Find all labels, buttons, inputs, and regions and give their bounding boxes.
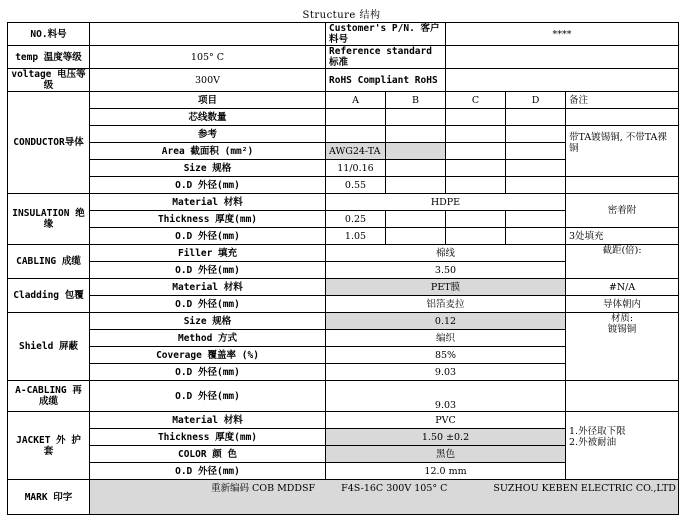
rohs-value [446, 69, 679, 92]
cabling-filler-value: 棉线 [326, 245, 566, 262]
cladding-note2: 导体朝内 [566, 296, 679, 313]
cabling-filler-label: Filler 填充 [90, 245, 326, 262]
column-b: B [386, 92, 446, 109]
shield-od-label: O.D 外径(mm) [90, 364, 326, 381]
rohs-label: RoHS Compliant RoHS [326, 69, 446, 92]
insulation-od-a: 1.05 [326, 228, 386, 245]
cladding-material-label: Material 材料 [90, 279, 326, 296]
area-d [506, 143, 566, 160]
conductor-row-ref [8, 126, 679, 143]
structure-table [7, 22, 679, 515]
column-remark: 备注 [566, 92, 679, 109]
conductor-od-label: O.D 外径(mm) [90, 177, 326, 194]
cladding-row-od [8, 296, 679, 313]
temp-label: temp 温度等级 [8, 46, 90, 69]
no-label: NO.料号 [8, 23, 90, 46]
conductor-row-cores [8, 109, 679, 126]
cladding-material-value: PET膜 [326, 279, 566, 296]
temp-value: 105° C [90, 46, 326, 69]
column-item: 项目 [90, 92, 326, 109]
cladding-od-value: 铝箔麦拉 [326, 296, 566, 313]
jacket-od-value: 12.0 mm [326, 463, 566, 480]
insulation-od-label: O.D 外径(mm) [90, 228, 326, 245]
cladding-note1: #N/A [566, 279, 679, 296]
insulation-row-od [8, 228, 679, 245]
customer-pn-label: Customer's P/N. 客户料号 [326, 23, 446, 46]
shield-size-label: Size 规格 [90, 313, 326, 330]
voltage-label: voltage 电压等级 [8, 69, 90, 92]
insulation-thickness-label: Thickness 厚度(mm) [90, 211, 326, 228]
conductor-od-remark [566, 177, 679, 194]
jacket-note2: 2.外被耐油 [569, 437, 617, 448]
insulation-thickness-a: 0.25 [326, 211, 386, 228]
shield-od-value: 9.03 [326, 364, 566, 381]
document-title: Structure 结构 [302, 10, 381, 21]
area-b [386, 143, 446, 160]
conductor-od-b [386, 177, 446, 194]
cores-d [506, 109, 566, 126]
mark-part3: SUZHOU KEBEN ELECTRIC CO.,LTD [493, 483, 676, 494]
mark-part2: F4S-16C 300V 105° C [341, 483, 448, 494]
cladding-label: Cladding 包覆 [8, 279, 90, 313]
reference-value [446, 46, 679, 69]
shield-note [566, 313, 679, 381]
shield-note1: 材质: [610, 313, 634, 324]
area-label: Area 截面积 (mm²) [90, 143, 326, 160]
insulation-thickness-b [386, 211, 446, 228]
cores-c [446, 109, 506, 126]
mark-content [90, 480, 679, 515]
cabling-row-filler [8, 245, 679, 262]
conductor-row-header [8, 92, 679, 109]
insulation-note2: 3处填充 [566, 228, 679, 245]
ref-label: 参考 [90, 126, 326, 143]
size-b [386, 160, 446, 177]
jacket-row-material [8, 412, 679, 429]
insulation-material-label: Material 材料 [90, 194, 326, 211]
cabling-note: 截距(倍): [566, 245, 679, 279]
cladding-od-label: O.D 外径(mm) [90, 296, 326, 313]
shield-method-value: 编织 [326, 330, 566, 347]
ref-b [386, 126, 446, 143]
shield-coverage-value: 85% [326, 347, 566, 364]
ref-a [326, 126, 386, 143]
cabling-label: CABLING 成缆 [8, 245, 90, 279]
cabling-od-label: O.D 外径(mm) [90, 262, 326, 279]
acabling-od-value: 9.03 [326, 381, 566, 412]
acabling-od-label: O.D 外径(mm) [90, 381, 326, 412]
voltage-value: 300V [90, 69, 326, 92]
jacket-thickness-value: 1.50 ±0.2 [326, 429, 566, 446]
insulation-od-c [446, 228, 506, 245]
size-a: 11/0.16 [326, 160, 386, 177]
cores-remark [566, 109, 679, 126]
mark-label: MARK 印字 [8, 480, 90, 515]
no-value [90, 23, 326, 46]
cladding-row-material [8, 279, 679, 296]
shield-note2: 镀锡铜 [607, 324, 637, 335]
ref-d [506, 126, 566, 143]
conductor-note: 带TA镀锡铜, 不带TA裸铜 [566, 126, 679, 177]
cores-label: 芯线数量 [90, 109, 326, 126]
jacket-label: JACKET 外 护 套 [8, 412, 90, 480]
jacket-note1: 1.外径取下限 [569, 426, 626, 437]
area-a: AWG24-TA [326, 143, 386, 160]
reference-label: Reference standard 标准 [326, 46, 446, 69]
acabling-row [8, 381, 679, 412]
cores-b [386, 109, 446, 126]
column-c: C [446, 92, 506, 109]
insulation-od-b [386, 228, 446, 245]
size-d [506, 160, 566, 177]
shield-coverage-label: Coverage 覆盖率 (%) [90, 347, 326, 364]
shield-method-label: Method 方式 [90, 330, 326, 347]
jacket-color-value: 黑色 [326, 446, 566, 463]
shield-row-size [8, 313, 679, 330]
cabling-od-value: 3.50 [326, 262, 566, 279]
jacket-note [566, 412, 679, 480]
insulation-label: INSULATION 绝缘 [8, 194, 90, 245]
jacket-color-label: COLOR 颜 色 [90, 446, 326, 463]
insulation-row-material [8, 194, 679, 211]
area-c [446, 143, 506, 160]
shield-label: Shield 屏蔽 [8, 313, 90, 381]
conductor-od-c [446, 177, 506, 194]
insulation-note1: 密着附 [566, 194, 679, 228]
jacket-od-label: O.D 外径(mm) [90, 463, 326, 480]
size-c [446, 160, 506, 177]
insulation-thickness-c [446, 211, 506, 228]
insulation-material-value: HDPE [326, 194, 566, 211]
insulation-thickness-d [506, 211, 566, 228]
jacket-material-label: Material 材料 [90, 412, 326, 429]
header-row-voltage [8, 69, 679, 92]
conductor-row-od [8, 177, 679, 194]
size-label: Size 规格 [90, 160, 326, 177]
conductor-od-a: 0.55 [326, 177, 386, 194]
jacket-thickness-label: Thickness 厚度(mm) [90, 429, 326, 446]
column-a: A [326, 92, 386, 109]
header-row-temp [8, 46, 679, 69]
conductor-label: CONDUCTOR导体 [8, 92, 90, 194]
acabling-label: A-CABLING 再成缆 [8, 381, 90, 412]
ref-c [446, 126, 506, 143]
customer-pn-value: **** [446, 23, 679, 46]
conductor-od-d [506, 177, 566, 194]
mark-part1: 重新编码 COB MDDSF [211, 483, 316, 494]
column-d: D [506, 92, 566, 109]
jacket-material-value: PVC [326, 412, 566, 429]
cores-a [326, 109, 386, 126]
shield-size-value: 0.12 [326, 313, 566, 330]
insulation-od-d [506, 228, 566, 245]
mark-row [8, 480, 679, 515]
header-row-no [8, 23, 679, 46]
acabling-remark [566, 381, 679, 412]
